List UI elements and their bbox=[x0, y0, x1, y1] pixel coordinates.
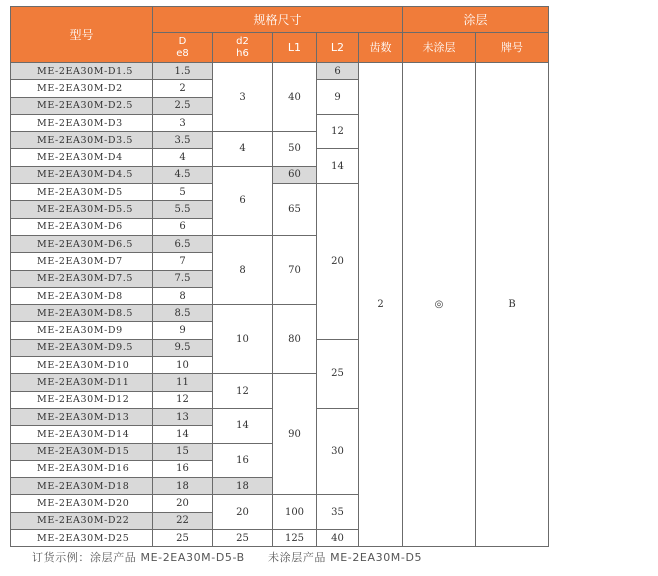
model-cell: ME-2EA30M-D8.5 bbox=[11, 305, 153, 322]
d2-cell: 8 bbox=[213, 235, 273, 304]
d-cell: 3 bbox=[153, 114, 213, 131]
d2-cell: 3 bbox=[213, 63, 273, 132]
model-header: 型号 bbox=[11, 7, 153, 63]
model-cell: ME-2EA30M-D22 bbox=[11, 512, 153, 529]
d-cell: 22 bbox=[153, 512, 213, 529]
l1-cell: 50 bbox=[273, 132, 317, 167]
teeth-cell: 2 bbox=[359, 63, 403, 547]
d-cell: 5 bbox=[153, 184, 213, 201]
model-cell: ME-2EA30M-D8 bbox=[11, 287, 153, 304]
model-cell: ME-2EA30M-D3.5 bbox=[11, 132, 153, 149]
d-cell: 13 bbox=[153, 408, 213, 425]
l1-cell: 100 bbox=[273, 495, 317, 530]
d-cell: 12 bbox=[153, 391, 213, 408]
d-cell: 8.5 bbox=[153, 305, 213, 322]
d2-cell: 18 bbox=[213, 478, 273, 495]
d-cell: 14 bbox=[153, 426, 213, 443]
d-cell: 4 bbox=[153, 149, 213, 166]
model-cell: ME-2EA30M-D3 bbox=[11, 114, 153, 131]
d-cell: 5.5 bbox=[153, 201, 213, 218]
l2-cell: 25 bbox=[317, 339, 359, 408]
l2-cell: 35 bbox=[317, 495, 359, 530]
model-cell: ME-2EA30M-D12 bbox=[11, 391, 153, 408]
model-cell: ME-2EA30M-D7.5 bbox=[11, 270, 153, 287]
d2-cell: 10 bbox=[213, 305, 273, 374]
model-cell: ME-2EA30M-D15 bbox=[11, 443, 153, 460]
d-cell: 1.5 bbox=[153, 63, 213, 80]
d2-cell: 20 bbox=[213, 495, 273, 530]
d-cell: 9 bbox=[153, 322, 213, 339]
l1-cell: 90 bbox=[273, 374, 317, 495]
d-cell: 10 bbox=[153, 357, 213, 374]
model-cell: ME-2EA30M-D14 bbox=[11, 426, 153, 443]
l2-cell: 30 bbox=[317, 408, 359, 494]
d2-cell: 12 bbox=[213, 374, 273, 409]
l2-header: L2 bbox=[317, 33, 359, 63]
model-cell: ME-2EA30M-D2.5 bbox=[11, 97, 153, 114]
dimensions-header: 规格尺寸 bbox=[153, 7, 403, 33]
l2-cell: 20 bbox=[317, 184, 359, 340]
model-cell: ME-2EA30M-D4 bbox=[11, 149, 153, 166]
model-cell: ME-2EA30M-D6 bbox=[11, 218, 153, 235]
teeth-header: 齿数 bbox=[359, 33, 403, 63]
d-cell: 7 bbox=[153, 253, 213, 270]
uncoated-cell: ◎ bbox=[403, 63, 476, 547]
d2-cell: 6 bbox=[213, 166, 273, 235]
model-cell: ME-2EA30M-D5.5 bbox=[11, 201, 153, 218]
d-cell: 8 bbox=[153, 287, 213, 304]
l2-cell: 14 bbox=[317, 149, 359, 184]
grade-cell: B bbox=[476, 63, 549, 547]
l1-header: L1 bbox=[273, 33, 317, 63]
d-cell: 2 bbox=[153, 80, 213, 97]
d-cell: 9.5 bbox=[153, 339, 213, 356]
model-cell: ME-2EA30M-D20 bbox=[11, 495, 153, 512]
model-cell: ME-2EA30M-D1.5 bbox=[11, 63, 153, 80]
model-cell: ME-2EA30M-D16 bbox=[11, 460, 153, 477]
d-cell: 4.5 bbox=[153, 166, 213, 183]
d-cell: 18 bbox=[153, 478, 213, 495]
model-cell: ME-2EA30M-D11 bbox=[11, 374, 153, 391]
l1-cell: 80 bbox=[273, 305, 317, 374]
l2-cell: 6 bbox=[317, 63, 359, 80]
spec-table bbox=[10, 6, 549, 547]
uncoated-header: 未涂层 bbox=[403, 33, 476, 63]
l1-cell: 40 bbox=[273, 63, 317, 132]
d2-cell: 25 bbox=[213, 530, 273, 547]
l2-cell: 12 bbox=[317, 114, 359, 149]
grade-header: 牌号 bbox=[476, 33, 549, 63]
d-cell: 7.5 bbox=[153, 270, 213, 287]
d-cell: 16 bbox=[153, 460, 213, 477]
d2-header: d2 h6 bbox=[213, 33, 273, 63]
l1-cell: 65 bbox=[273, 184, 317, 236]
d2-cell: 16 bbox=[213, 443, 273, 478]
l1-cell: 125 bbox=[273, 530, 317, 547]
d-cell: 3.5 bbox=[153, 132, 213, 149]
d2-cell: 4 bbox=[213, 132, 273, 167]
model-cell: ME-2EA30M-D7 bbox=[11, 253, 153, 270]
d2-cell: 14 bbox=[213, 408, 273, 443]
model-cell: ME-2EA30M-D9 bbox=[11, 322, 153, 339]
model-cell: ME-2EA30M-D5 bbox=[11, 184, 153, 201]
l2-cell: 9 bbox=[317, 80, 359, 115]
model-cell: ME-2EA30M-D25 bbox=[11, 530, 153, 547]
model-cell: ME-2EA30M-D13 bbox=[11, 408, 153, 425]
model-cell: ME-2EA30M-D4.5 bbox=[11, 166, 153, 183]
l1-cell: 60 bbox=[273, 166, 317, 183]
model-cell: ME-2EA30M-D6.5 bbox=[11, 235, 153, 252]
d-cell: 2.5 bbox=[153, 97, 213, 114]
model-cell: ME-2EA30M-D10 bbox=[11, 357, 153, 374]
d-cell: 6 bbox=[153, 218, 213, 235]
model-cell: ME-2EA30M-D9.5 bbox=[11, 339, 153, 356]
table-row bbox=[11, 63, 549, 80]
d-cell: 20 bbox=[153, 495, 213, 512]
model-cell: ME-2EA30M-D2 bbox=[11, 80, 153, 97]
d-cell: 11 bbox=[153, 374, 213, 391]
coating-header: 涂层 bbox=[403, 7, 549, 33]
l1-cell: 70 bbox=[273, 235, 317, 304]
order-example-note: 订货示例：涂层产品 ME-2EA30M-D5-B 未涂层产品 ME-2EA30M-D5 bbox=[32, 551, 423, 564]
d-cell: 15 bbox=[153, 443, 213, 460]
model-cell: ME-2EA30M-D18 bbox=[11, 478, 153, 495]
l2-cell: 40 bbox=[317, 530, 359, 547]
d-cell: 25 bbox=[153, 530, 213, 547]
d-cell: 6.5 bbox=[153, 235, 213, 252]
d-header: D e8 bbox=[153, 33, 213, 63]
